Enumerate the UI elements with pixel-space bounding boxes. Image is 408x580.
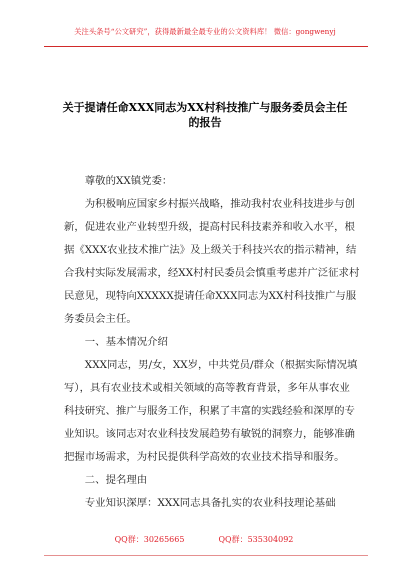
footer-divider xyxy=(44,555,368,556)
footer-qq-group-2: QQ群：535304092 xyxy=(218,535,294,544)
footer-contact xyxy=(0,533,408,547)
reason-paragraph: 专业知识深厚：XXX同志具备扎实的农业科技理论基础 xyxy=(84,497,336,509)
document-body xyxy=(64,170,360,515)
header-banner: 关注头条号“公文研究”，获得最新最全最专业的公文资料库！ 微信：gongwenyj xyxy=(74,27,336,36)
document-title-line-2: 的报告 xyxy=(188,116,222,129)
document-title-line-1: 关于提请任命XXX同志为XX村科技推广与服务委员会主任 xyxy=(62,101,348,114)
salutation: 尊敬的XX镇党委： xyxy=(84,175,173,187)
section-heading-reasons: 二、提名理由 xyxy=(84,474,148,486)
basic-info-paragraph: XXX同志，男/女，XX岁，中共党员/群众（根据实际情况填写），具有农业技术或相关领域的高等教育背景，多年从事农业科技研究、推广与服务工作，积累了丰富的实践经验和深厚的专业知识。该同志对农业科技发展趋势有敏锐的洞察力，能够准确把握市场需求，为村民提供科学高效的农业技术指导和服务。 xyxy=(64,359,358,463)
header-divider xyxy=(44,46,368,47)
footer-qq-group-1: QQ群：30265665 xyxy=(114,535,185,544)
intro-paragraph: 为积极响应国家乡村振兴战略，推动我村农业科技进步与创新，促进农业产业转型升级，提高村民科技素养和收入水平，根据《XXX农业技术推广法》及上级关于科技兴农的指示精神，结合我村实际发展需求，经XX村村民委员会慎重考虑并广泛征求村民意见，现特向XXXXX提请任命XXX同志为XX村科技推广与服务委员会主任。 xyxy=(64,198,360,325)
section-heading-basic-info: 一、基本情况介绍 xyxy=(84,336,168,348)
